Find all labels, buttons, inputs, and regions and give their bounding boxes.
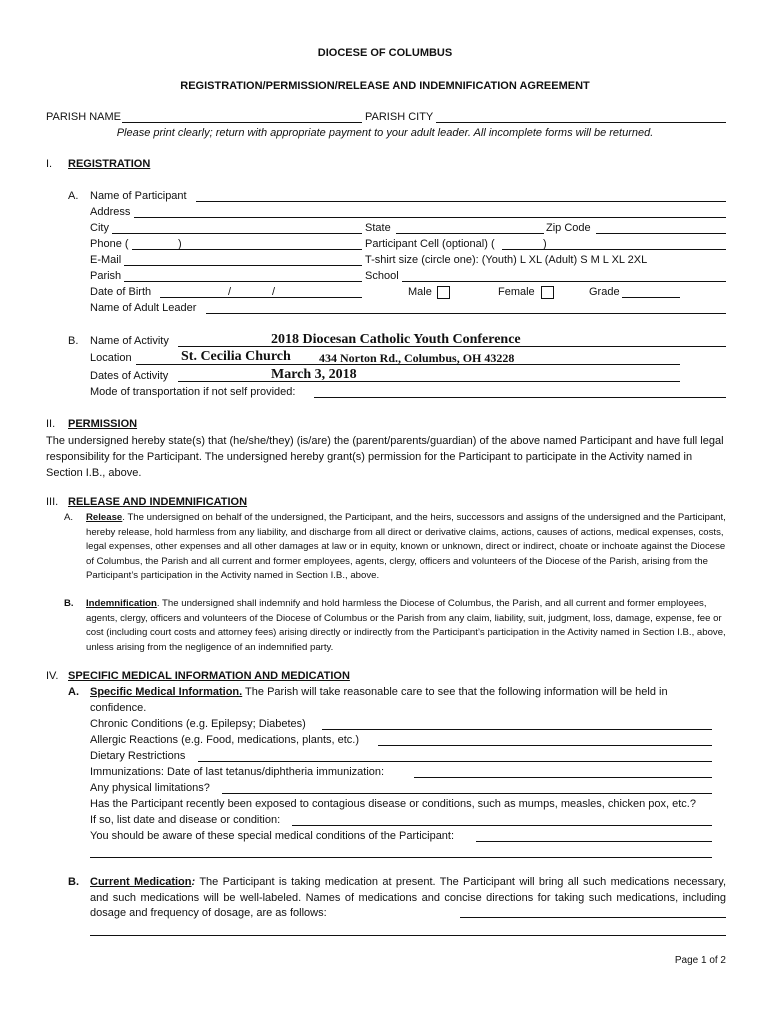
- section-3b-label: B.: [64, 598, 74, 609]
- medication-field-line-2[interactable]: [90, 935, 726, 936]
- medical-info-paragraph: [90, 685, 726, 716]
- if-so-label: If so, list date and disease or condition:: [90, 814, 281, 826]
- physical-field[interactable]: [222, 793, 712, 794]
- current-medication-colon: :: [191, 876, 196, 888]
- participant-name-label: Name of Participant: [90, 190, 187, 202]
- tshirt-size-label[interactable]: T-shirt size (circle one): (Youth) L XL (Adult) S M L XL 2XL: [365, 254, 648, 266]
- contagious-question: Has the Participant recently been exposed to contagious disease or conditions, such as mumps, measles, chicken pox, etc.?: [90, 798, 696, 810]
- section-3-number: III.: [46, 496, 59, 508]
- section-1b-label: B.: [68, 335, 79, 347]
- parish-label: Parish: [90, 270, 122, 282]
- female-checkbox[interactable]: [541, 286, 554, 299]
- indemnification-text: . The undersigned shall indemnify and hold harmless the Diocese of Columbus, the Parish, and all current and former employees, agents, clergy, officers and volunteers of the Diocese of Columbus or the Parish from any claim, liability, suit, judgment, loss, damage, expense, fee or cost (including court costs and attorney fees) arising directly or indirectly from the Participant’s participation in the Activity named in Section I.B., above, unless arising from the negligence of an indemnified party.: [86, 598, 726, 653]
- org-title: DIOCESE OF COLUMBUS: [317, 47, 453, 59]
- dob-field[interactable]: [160, 297, 362, 298]
- phone-field[interactable]: [132, 249, 362, 250]
- medical-info-text: The Parish will take reasonable care to see that the following information will be held in confidence.: [90, 686, 668, 714]
- section-3a-label: A.: [64, 512, 74, 523]
- current-medication-title: Current Medication: [90, 876, 192, 888]
- dietary-label: Dietary Restrictions: [90, 750, 186, 762]
- section-3-heading: RELEASE AND INDEMNIFICATION: [68, 496, 248, 508]
- page-number: Page 1 of 2: [674, 955, 726, 966]
- current-medication-text: The Participant is taking medication at present. The Participant will bring all such medications necessary, and such medications will be well-labeled. Names of medications and concise directions for taking such medications, including dosage and frequency of dosage, are as follows:: [90, 876, 726, 919]
- phone-paren-close: ): [178, 238, 182, 250]
- physical-label: Any physical limitations?: [90, 782, 210, 794]
- release-paragraph: [86, 511, 728, 584]
- section-4a-label: A.: [68, 686, 79, 698]
- activity-label: Name of Activity: [90, 335, 169, 347]
- aware-field-line-2[interactable]: [90, 857, 712, 858]
- section-1a-label: A.: [68, 190, 79, 202]
- dates-label: Dates of Activity: [90, 370, 169, 382]
- immunization-field[interactable]: [414, 777, 712, 778]
- address-field[interactable]: [134, 217, 726, 218]
- location-value: St. Cecilia Church: [181, 349, 291, 364]
- chronic-label: Chronic Conditions (e.g. Epilepsy; Diabetes): [90, 718, 306, 730]
- grade-label: Grade: [589, 286, 620, 298]
- state-label: State: [365, 222, 391, 234]
- cell-field[interactable]: [502, 249, 726, 250]
- location-label: Location: [90, 352, 132, 364]
- email-field[interactable]: [124, 265, 362, 266]
- instructions: Please print clearly; return with appropriate payment to your adult leader. All incomplete forms will be returned.: [116, 127, 654, 139]
- current-medication-paragraph: [90, 875, 726, 922]
- allergic-label: Allergic Reactions (e.g. Food, medications, plants, etc.): [90, 734, 360, 746]
- dates-value: March 3, 2018: [271, 367, 357, 382]
- email-label: E-Mail: [90, 254, 122, 266]
- indemnification-title: Indemnification: [86, 598, 157, 609]
- medication-field[interactable]: [460, 917, 726, 918]
- transport-label: Mode of transportation if not self provided:: [90, 386, 296, 398]
- zip-field[interactable]: [596, 233, 726, 234]
- city-field[interactable]: [112, 233, 362, 234]
- chronic-field[interactable]: [322, 729, 712, 730]
- allergic-field[interactable]: [378, 745, 712, 746]
- dob-slash-2: /: [272, 286, 276, 298]
- permission-text: The undersigned hereby state(s) that (he/she/they) (is/are) the (parent/parents/guardian) of the above named Participant and have full legal responsibility for the Participant. The undersigned hereby grant(s) permission for the Participant to participate in the Activity named in Section I.B., above.: [46, 435, 724, 479]
- parish-name-field[interactable]: [122, 122, 362, 123]
- section-2-number: II.: [46, 418, 56, 430]
- male-checkbox[interactable]: [437, 286, 450, 299]
- parish-name-label: PARISH NAME: [46, 111, 121, 123]
- female-label: Female: [498, 286, 535, 298]
- dob-slash-1: /: [228, 286, 232, 298]
- indemnification-paragraph: [86, 597, 728, 655]
- medical-info-title: Specific Medical Information.: [90, 686, 243, 698]
- male-label: Male: [408, 286, 432, 298]
- section-4-number: IV.: [46, 670, 59, 682]
- dob-label: Date of Birth: [90, 286, 152, 298]
- grade-field[interactable]: [622, 297, 680, 298]
- dates-field[interactable]: [178, 381, 680, 382]
- form-title: REGISTRATION/PERMISSION/RELEASE AND INDEMNIFICATION AGREEMENT: [180, 80, 590, 92]
- aware-label: You should be aware of these special medical conditions of the Participant:: [90, 830, 455, 842]
- release-title: Release: [86, 512, 123, 523]
- section-4b-label: B.: [68, 876, 79, 888]
- parish-field[interactable]: [124, 281, 362, 282]
- transport-field[interactable]: [314, 397, 726, 398]
- release-text: . The undersigned on behalf of the undersigned, the Participant, and the heirs, successors and assigns of the undersigned and the Participant, hereby release, hold harmless from any liability, and discharge from all direct or derivative claims, actions, causes of actions, medical expenses, costs, legal expenses, other expenses and all other damages at law or in equity, known or unknown, direct or indirect, choate or inchoate against the Diocese of Columbus, the Parish and all current and former employees, agents, clergy, officers and volunteers of the Diocese of the Parish, arising from the Participant’s participation in the Activity named in Section I.B., above.: [86, 512, 726, 581]
- if-so-field[interactable]: [292, 825, 712, 826]
- parish-city-field[interactable]: [436, 122, 726, 123]
- section-4-heading: SPECIFIC MEDICAL INFORMATION AND MEDICATION: [68, 670, 350, 682]
- adult-leader-label: Name of Adult Leader: [90, 302, 197, 314]
- parish-city-label: PARISH CITY: [365, 111, 434, 123]
- phone-label: Phone (: [90, 238, 129, 250]
- location-address: 434 Norton Rd., Columbus, OH 43228: [319, 351, 515, 365]
- school-label: School: [365, 270, 399, 282]
- participant-name-field[interactable]: [196, 201, 726, 202]
- zip-label: Zip Code: [546, 222, 591, 234]
- cell-label: Participant Cell (optional) (: [365, 238, 495, 250]
- section-1-number: I.: [46, 158, 53, 170]
- state-field[interactable]: [396, 233, 544, 234]
- section-2-heading: PERMISSION: [68, 418, 138, 430]
- section-1-heading: REGISTRATION: [68, 158, 151, 170]
- cell-paren-close: ): [543, 238, 547, 250]
- dietary-field[interactable]: [198, 761, 712, 762]
- activity-value: 2018 Diocesan Catholic Youth Conference: [271, 332, 521, 347]
- adult-leader-field[interactable]: [206, 313, 726, 314]
- aware-field[interactable]: [476, 841, 712, 842]
- school-field[interactable]: [402, 281, 726, 282]
- address-label: Address: [90, 206, 131, 218]
- city-label: City: [90, 222, 109, 234]
- immunization-label: Immunizations: Date of last tetanus/diphtheria immunization:: [90, 766, 385, 778]
